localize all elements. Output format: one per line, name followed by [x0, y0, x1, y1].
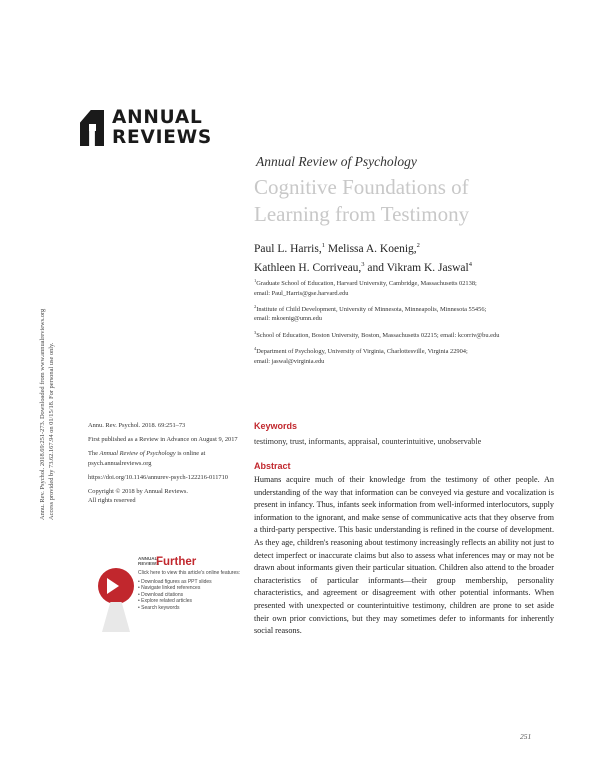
logo-wordmark: [112, 108, 212, 148]
affiliation-1: $^1$Graduate School of Education, Harvard University, Cambridge, Massachusetts 02138; email: Paul_Harris@gse.harvard.edu: [254, 278, 477, 297]
download-notice-line-1: Annu. Rev. Psychol. 2018.69:251-273. Downloaded from www.annualreviews.org: [39, 308, 46, 520]
page-number: 251: [520, 732, 532, 741]
download-notice-line-2: Access provided by 73.62.167.94 on 01/15/18. For personal use only.: [48, 342, 55, 520]
first-published: First published as a Review in Advance on August 9, 2017: [88, 436, 238, 444]
further-features-box[interactable]: [94, 554, 246, 646]
citation: Annu. Rev. Psychol. 2018. 69:251–73: [88, 422, 186, 429]
annual-reviews-logo: [80, 108, 212, 148]
copyright: Copyright © 2018 by Annual Reviews. All rights reserved: [88, 488, 188, 505]
title-line-1: Cognitive Foundations of: [254, 175, 469, 199]
author-4: and Vikram K. Jaswal: [364, 261, 469, 274]
online-note: The Annual Review of Psychology is online at psych.annualreviews.org: [88, 450, 206, 467]
further-item[interactable]: • Download figures as PPT slides: [138, 579, 246, 586]
logo-line-2: REVIEWS: [112, 127, 213, 148]
further-item[interactable]: • Navigate linked references: [138, 585, 246, 592]
article-title: [254, 174, 554, 228]
affiliation-2: $^2$Institute of Child Development, University of Minnesota, Minneapolis, Minnesota 55456; email: mkoenig@umn.edu: [254, 303, 487, 323]
play-arrow-icon: [107, 578, 119, 594]
download-notice: [38, 260, 68, 520]
further-features-list: [138, 579, 246, 612]
affiliation-3: $^3$School of Education, Boston University, Boston, Massachusetts 02215; email: kcorriv@bu.edu: [254, 329, 500, 339]
logo-line-1: ANNUAL: [112, 107, 203, 128]
journal-name: Annual Review of Psychology: [256, 154, 417, 169]
author-1-sup: 1: [321, 242, 325, 249]
further-body: [138, 570, 246, 612]
further-brand: ANNUAL REVIEWS: [138, 556, 160, 566]
further-intro[interactable]: Click here to view this article's online features:: [138, 570, 241, 576]
annual-reviews-logo-icon: [80, 110, 104, 146]
author-1: Paul L. Harris,: [254, 242, 322, 255]
doi-link[interactable]: https://doi.org/10.1146/annurev-psych-122216-011710: [88, 473, 228, 481]
further-item[interactable]: • Search keywords: [138, 605, 246, 612]
author-4-sup: 4: [468, 260, 472, 268]
abstract-text: Humans acquire much of their knowledge from the testimony of other people. An understanding of the way that information can be conveyed via gesture and vocalization is present in infancy. Thus, infants seek information from well-informed interlocutors, supply information to the ignorant, and make sense of communicative acts that they observe from a third-party perspective. This basic understanding is refined in the course of development. As they age, children's reasoning about testimony increasingly reflects an ability not just to detect imperfect or inaccurate claims but also to assess what inferences may or may not be drawn about informants given their particular situation. Children also attend to the broader characteristics of particular informants—their group membership, personality characteristics, and agreement or disagreement with other potential informants. When presented with unexpected or counterintuitive testimony, children are prone to set aside their own prior convictions, but they may sometimes defer to informants for inherently social reasons.: [254, 475, 554, 636]
further-title: Further: [156, 556, 197, 568]
author-2-sup: 2: [416, 242, 420, 249]
author-3-sup: 3: [361, 260, 365, 268]
author-2: Melissa A. Koenig,: [324, 242, 417, 255]
article-metadata: [88, 421, 238, 510]
further-item[interactable]: • Explore related articles: [138, 598, 246, 605]
further-play-button[interactable]: [98, 568, 134, 604]
abstract-heading: Abstract: [254, 461, 291, 471]
keywords-heading: Keywords: [254, 421, 298, 431]
keywords-list: testimony, trust, informants, appraisal, counterintuitive, unobservable: [254, 437, 482, 446]
author-3: Kathleen H. Corriveau,: [254, 261, 362, 274]
affiliations: [254, 276, 554, 370]
author-list: [254, 238, 554, 276]
title-line-2: Learning from Testimony: [254, 202, 470, 226]
further-item[interactable]: • Download citations: [138, 592, 246, 599]
further-beam-icon: [102, 602, 130, 632]
affiliation-4: $^4$Department of Psychology, University of Virginia, Charlottesville, Virginia 22904; email: jaswal@virginia.edu: [254, 346, 468, 365]
